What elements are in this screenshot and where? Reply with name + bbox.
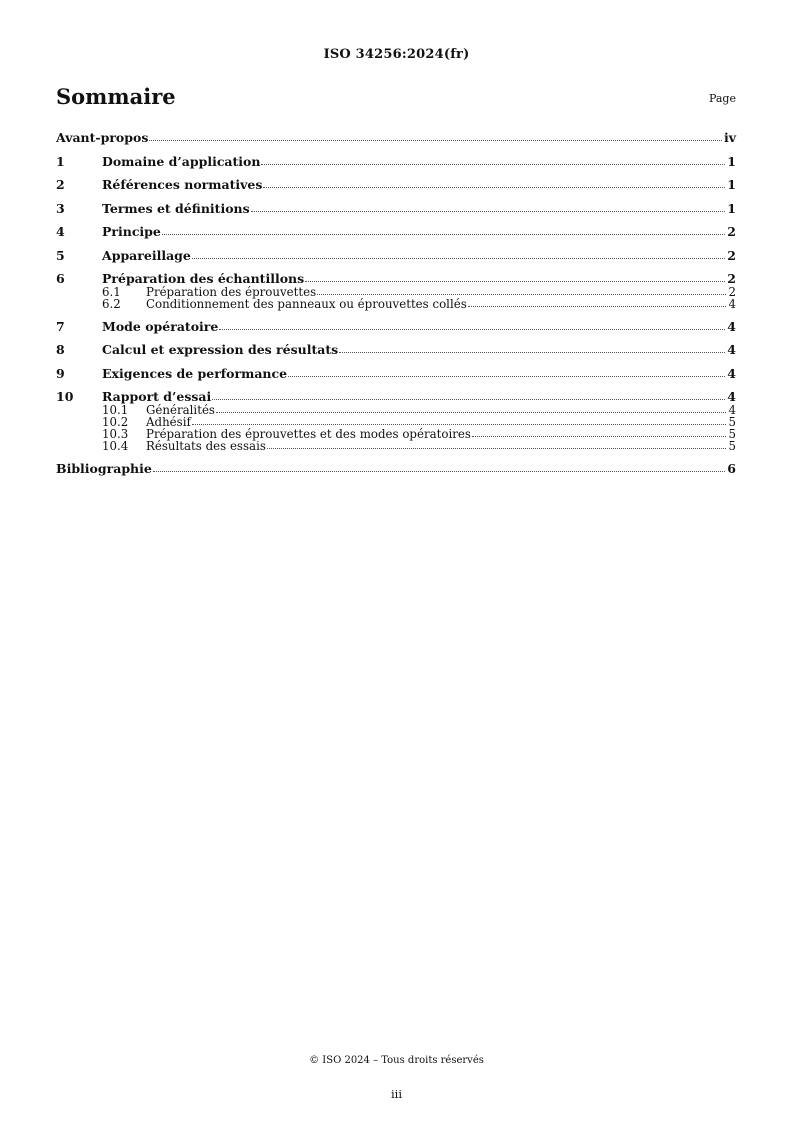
page-number: iii [390, 1087, 403, 1101]
toc-entry-label: Appareillage [102, 247, 191, 263]
toc-spacer [56, 381, 736, 390]
toc-entry-page: 6 [727, 460, 736, 476]
toc-entry-page: 4 [727, 389, 736, 404]
toc-entry-number: 10.3 [102, 427, 129, 441]
dot-leader [468, 306, 727, 307]
toc-entry-page: 5 [728, 427, 736, 441]
toc-entry[interactable] [56, 224, 736, 239]
toc-entry-label: Exigences de performance [102, 365, 288, 381]
toc-entry-number: 6 [56, 271, 65, 286]
toc-entry-label: Adhésif [146, 415, 191, 429]
toc-entry-page: 4 [727, 365, 736, 381]
toc-spacer [56, 216, 736, 225]
toc-entry[interactable] [56, 201, 736, 216]
toc-entry-number: 7 [56, 318, 65, 334]
toc-spacer [56, 263, 736, 272]
toc-entry-page: 1 [727, 153, 736, 169]
toc-entry[interactable] [56, 248, 736, 263]
copyright-footer: © ISO 2024 – Tous droits réservés [309, 1055, 484, 1066]
toc-entry-page: 2 [728, 285, 736, 299]
toc-entry-page: iv [723, 130, 736, 145]
dot-leader [192, 424, 727, 425]
toc-entry-page: 4 [728, 403, 736, 417]
toc-entry-number: 10.2 [102, 415, 129, 429]
toc-entry[interactable] [56, 461, 736, 476]
title-row [56, 84, 736, 114]
toc-entry-page: 5 [728, 415, 736, 429]
toc-entry-label: Mode opératoire [102, 318, 219, 334]
toc-entry-number: 10.1 [102, 403, 129, 417]
toc-entry-page: 4 [728, 297, 736, 311]
toc-entry-label: Références normatives [102, 177, 263, 192]
toc-entry[interactable] [56, 154, 736, 169]
toc-entry-number: 8 [56, 342, 65, 357]
toc-entry-label: Principe [102, 224, 161, 239]
toc-entry-number: 10.4 [102, 439, 129, 453]
toc-entry-page: 1 [727, 200, 736, 216]
toc-entry-number: 1 [56, 153, 65, 169]
toc-entry-label: Rapport d’essai [102, 389, 212, 404]
dot-leader [216, 412, 727, 413]
dot-leader [263, 187, 725, 188]
toc-entry-number: 9 [56, 365, 65, 381]
toc-entry-page: 2 [727, 224, 736, 239]
toc-entry-page: 4 [727, 342, 736, 357]
dot-leader [162, 234, 725, 235]
toc-entry-label: Préparation des éprouvettes et des modes opératoires [146, 427, 471, 441]
toc-entry-label: Calcul et expression des résultats [102, 342, 339, 357]
dot-leader [472, 436, 727, 437]
toc-entry[interactable] [56, 342, 736, 357]
toc-entry-number: 6.2 [102, 297, 121, 311]
toc-spacer [56, 310, 736, 319]
dot-leader [288, 376, 725, 377]
toc-entry-label: Termes et définitions [102, 200, 250, 216]
dot-leader [153, 471, 725, 472]
toc-entry-number: 3 [56, 200, 65, 216]
dot-leader [219, 329, 725, 330]
page-column-label: Page [708, 92, 736, 105]
toc-entry[interactable] [56, 366, 736, 381]
toc-entry-page: 2 [727, 271, 736, 286]
toc-spacer [56, 145, 736, 154]
dot-leader [339, 352, 725, 353]
toc-spacer [56, 334, 736, 343]
toc-entry[interactable] [56, 130, 736, 145]
toc-entry-page: 1 [727, 177, 736, 192]
toc-subentry[interactable] [56, 440, 736, 452]
toc-spacer [56, 192, 736, 201]
toc-entry-page: 2 [727, 247, 736, 263]
toc-spacer [56, 452, 736, 461]
dot-leader [261, 164, 725, 165]
toc-entry[interactable] [56, 389, 736, 404]
toc-entry-label: Généralités [146, 403, 215, 417]
dot-leader [267, 448, 727, 449]
toc-spacer [56, 357, 736, 366]
toc-entry-number: 4 [56, 224, 65, 239]
toc-entry-page: 4 [727, 318, 736, 334]
toc-entry-label: Préparation des éprouvettes [146, 285, 317, 299]
dot-leader [317, 294, 726, 295]
dot-leader [212, 399, 725, 400]
toc-entry-label: Avant-propos [56, 130, 149, 145]
dot-leader [251, 211, 726, 212]
dot-leader [192, 258, 725, 259]
toc-entry-label: Résultats des essais [146, 439, 266, 453]
toc-spacer [56, 239, 736, 248]
toc-entry-label: Bibliographie [56, 460, 152, 476]
table-of-contents [56, 130, 736, 476]
toc-entry-number: 10 [56, 389, 74, 404]
toc-entry-number: 2 [56, 177, 65, 192]
toc-spacer [56, 169, 736, 178]
toc-entry[interactable] [56, 177, 736, 192]
toc-entry-label: Domaine d’application [102, 153, 261, 169]
toc-subentry[interactable] [56, 298, 736, 310]
document-header: ISO 34256:2024(fr) [323, 47, 470, 62]
toc-entry[interactable] [56, 319, 736, 334]
toc-entry-label: Préparation des échantillons [102, 271, 305, 286]
toc-entry-number: 5 [56, 247, 65, 263]
dot-leader [149, 140, 722, 141]
toc-entry[interactable] [56, 271, 736, 286]
toc-entry-number: 6.1 [102, 285, 121, 299]
page-title: Sommaire [56, 84, 176, 109]
toc-entry-label: Conditionnement des panneaux ou éprouvettes collés [146, 297, 467, 311]
toc-entry-page: 5 [728, 439, 736, 453]
dot-leader [305, 281, 725, 282]
